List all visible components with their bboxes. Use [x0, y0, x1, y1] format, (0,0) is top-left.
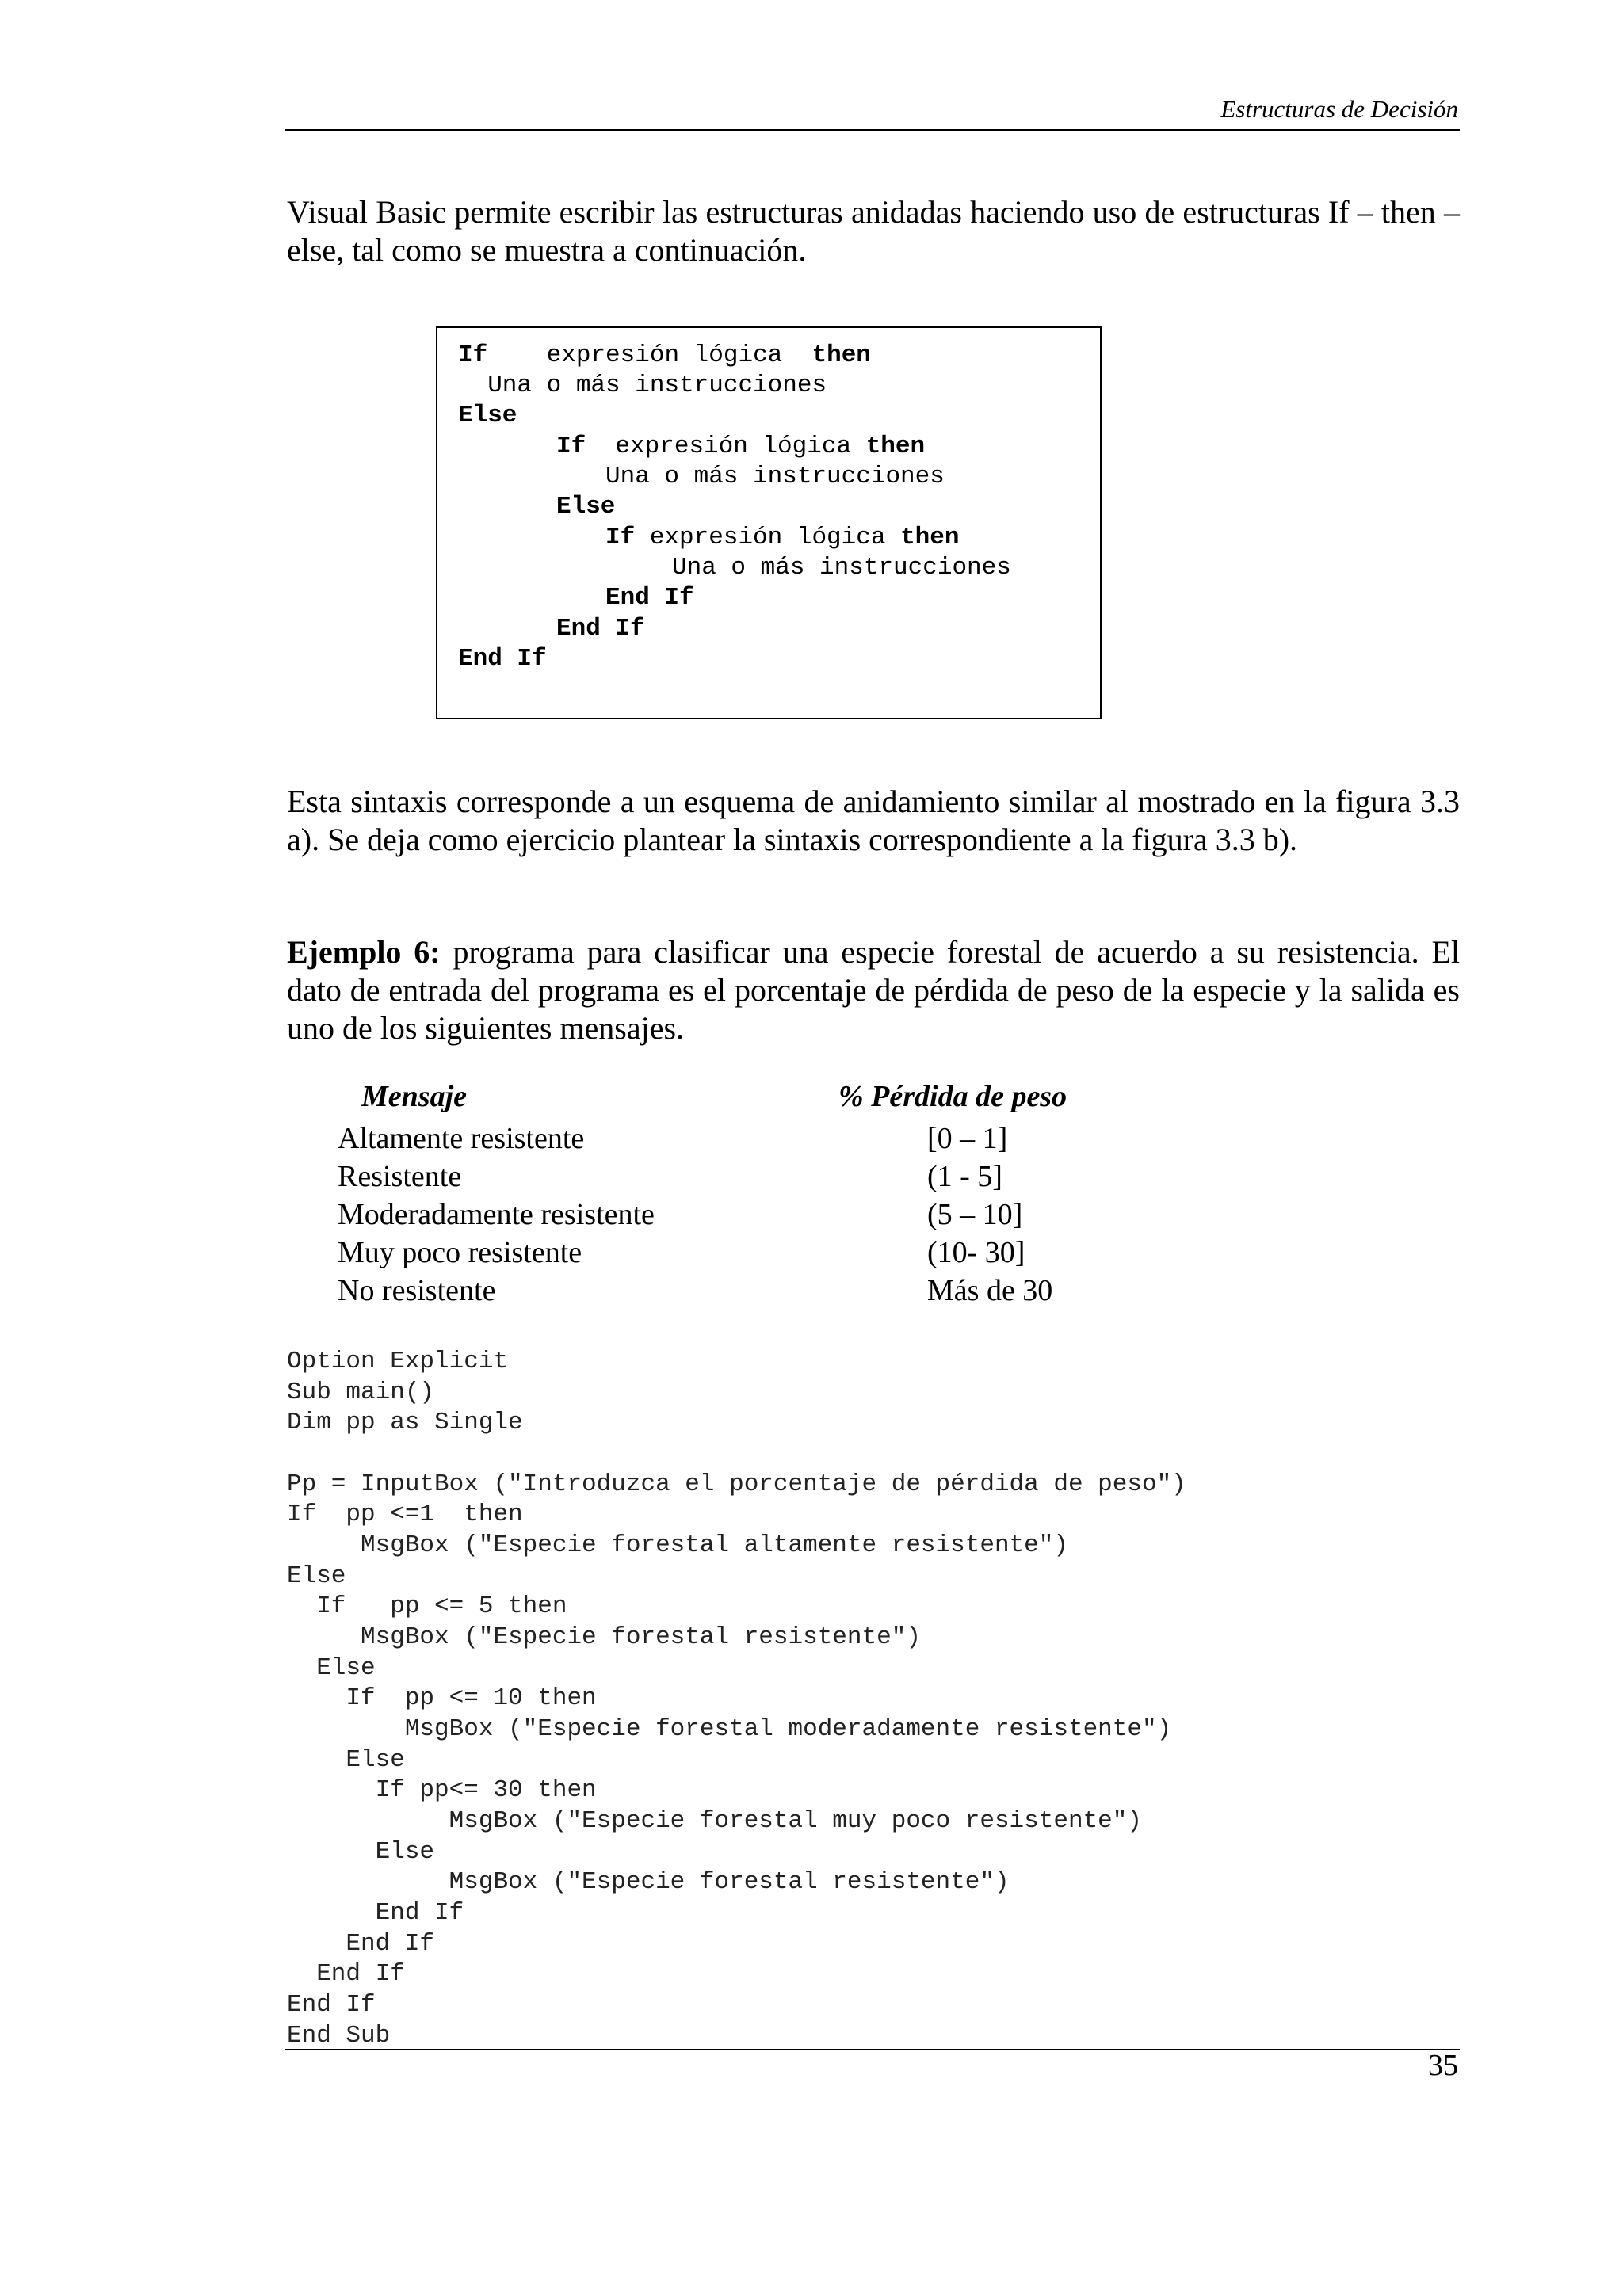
syntax-box	[436, 326, 1102, 719]
code-line: Option Explicit	[287, 1348, 509, 1375]
syntax-keyword: If	[605, 524, 636, 551]
syntax-line	[605, 462, 945, 492]
syntax-keyword: End If	[556, 615, 645, 643]
footer-rule	[285, 2049, 1460, 2050]
syntax-paragraph: Esta sintaxis corresponde a un esquema de anidamiento similar al mostrado en la figura 3.3 a). Se deja como ejercicio plantear la sintaxis correspondiente a la figura 3.3 b).	[287, 784, 1460, 857]
syntax-line	[458, 341, 871, 371]
code-line: If pp <=1 then	[287, 1501, 523, 1528]
syntax-line	[605, 523, 960, 553]
table-row-range: (1 - 5]	[927, 1160, 1002, 1193]
syntax-keyword: If	[556, 433, 586, 460]
syntax-text: expresión lógica	[635, 524, 901, 551]
syntax-keyword: Else	[556, 493, 616, 521]
syntax-line	[556, 432, 925, 462]
example-text: programa para clasificar una especie forestal de acuerdo a su resistencia. El dato de entrada del programa es el porcentaje de pérdida de peso de la especie y la salida es uno de los siguientes mensajes.	[287, 934, 1460, 1046]
syntax-keyword: If	[458, 341, 488, 369]
table-row-message: Resistente	[338, 1160, 462, 1193]
syntax-keyword: End If	[605, 584, 694, 612]
code-line: Pp = InputBox ("Introduzca el porcentaje de pérdida de peso")	[287, 1470, 1186, 1498]
table-row-range: [0 – 1]	[927, 1122, 1008, 1155]
syntax-text: Una o más instrucciones	[672, 554, 1011, 582]
syntax-keyword: then	[900, 524, 960, 551]
syntax-text: Una o más instrucciones	[458, 372, 827, 399]
code-line: End If	[287, 1991, 376, 2019]
intro-paragraph: Visual Basic permite escribir las estructuras anidadas haciendo uso de estructuras If – then – else, tal como se muestra a continuación.	[287, 194, 1460, 268]
code-line: MsgBox ("Especie forestal altamente resistente")	[287, 1531, 1068, 1559]
code-line: Else	[287, 1654, 376, 1682]
table-row-message: No resistente	[338, 1274, 496, 1307]
syntax-keyword: then	[865, 433, 926, 460]
syntax-text: expresión lógica	[586, 433, 866, 460]
syntax-line	[458, 401, 517, 431]
example-paragraph	[287, 933, 1460, 1047]
header-rule	[285, 129, 1460, 131]
column-header-weight-loss: % Pérdida de peso	[838, 1080, 1067, 1113]
code-line: End If	[287, 1930, 435, 1958]
table-row-message: Moderadamente resistente	[338, 1198, 655, 1231]
code-line: Else	[287, 1562, 346, 1590]
code-line: End If	[287, 1960, 405, 1988]
code-line: MsgBox ("Especie forestal muy poco resistente")	[287, 1807, 1142, 1835]
code-line: End If	[287, 1899, 464, 1927]
running-header: Estructuras de Decisión	[1220, 95, 1458, 123]
table-row-range: Más de 30	[927, 1274, 1053, 1307]
code-line: MsgBox ("Especie forestal resistente")	[287, 1623, 921, 1651]
syntax-line	[556, 492, 615, 522]
code-line: Dim pp as Single	[287, 1409, 523, 1436]
column-header-message: Mensaje	[361, 1080, 467, 1113]
code-line: MsgBox ("Especie forestal resistente")	[287, 1868, 1010, 1896]
syntax-line	[556, 614, 645, 644]
table-row-range: (5 – 10]	[927, 1198, 1023, 1231]
code-line: Sub main()	[287, 1379, 435, 1406]
example-label: Ejemplo 6:	[287, 934, 441, 970]
code-line: MsgBox ("Especie forestal moderadamente resistente")	[287, 1715, 1172, 1743]
syntax-keyword: Else	[458, 402, 517, 429]
syntax-text: expresión lógica	[487, 341, 812, 369]
code-line: If pp <= 5 then	[287, 1592, 567, 1620]
syntax-line	[458, 371, 827, 401]
code-line: End Sub	[287, 2022, 391, 2050]
table-row-range: (10- 30]	[927, 1236, 1025, 1269]
code-line: If pp<= 30 then	[287, 1776, 597, 1804]
code-line: If pp <= 10 then	[287, 1684, 597, 1712]
code-line: Else	[287, 1838, 435, 1866]
table-row-message: Altamente resistente	[338, 1122, 585, 1155]
table-row-message: Muy poco resistente	[338, 1236, 582, 1269]
syntax-line	[458, 644, 547, 674]
syntax-text: Una o más instrucciones	[605, 463, 945, 490]
code-line: Else	[287, 1746, 405, 1774]
syntax-keyword: End If	[458, 645, 547, 673]
page-number: 35	[1428, 2049, 1458, 2082]
syntax-line	[605, 583, 694, 613]
syntax-keyword: then	[812, 341, 871, 369]
syntax-line	[672, 553, 1011, 583]
